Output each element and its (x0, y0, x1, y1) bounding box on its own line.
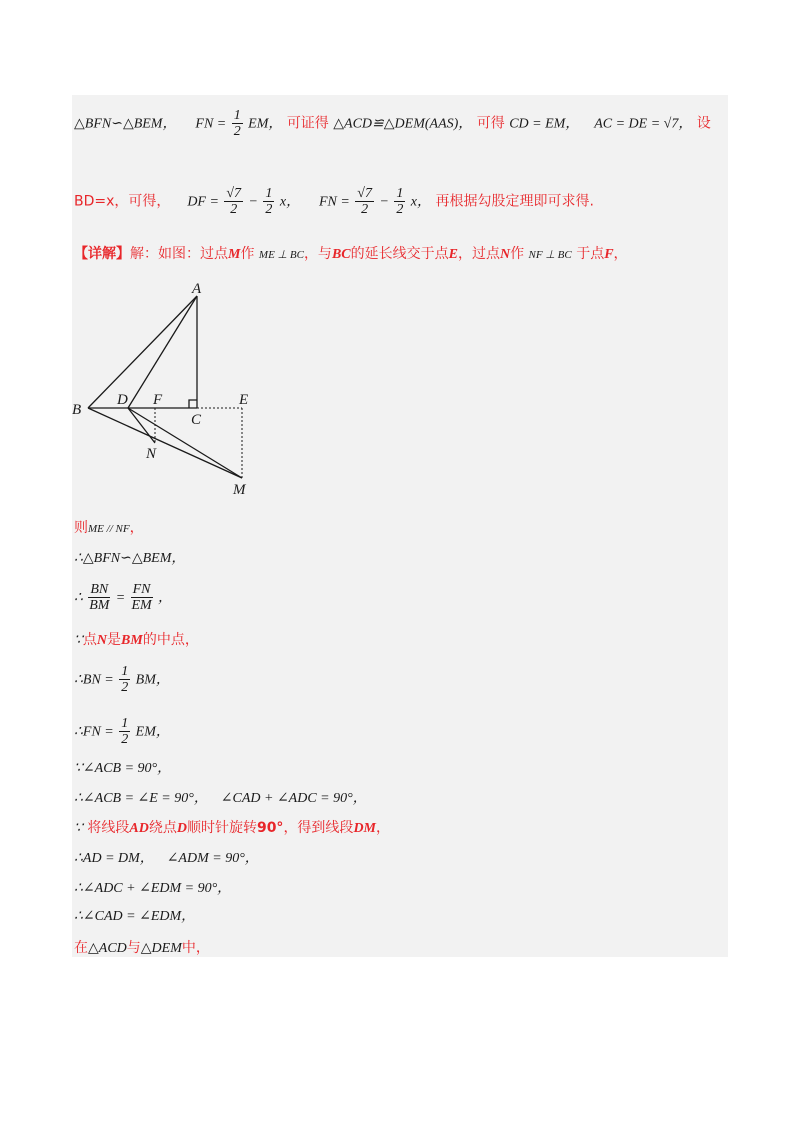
point-label-f: F (153, 392, 163, 408)
step-5: ∴BN = $\frac{1}{2}$ BM， (74, 664, 170, 695)
fraction-half: $\frac{1}{2}$ (233, 108, 241, 139)
fraction-1-over-2-b: $\frac{1}{2}$ (396, 186, 404, 217)
step-11: ∴∠ADC + ∠EDM = 90°， (74, 881, 232, 896)
fraction-sqrt7-over-2: $\frac{√7}{2}$ (226, 186, 242, 217)
point-label-e: E (239, 392, 249, 408)
point-label-c: C (191, 412, 202, 428)
segment-dn (128, 408, 155, 443)
similar-triangles-text: △BFN∽△BEM， (74, 116, 177, 132)
point-label-d: D (117, 392, 128, 408)
step-7: ∵∠ACB = 90°， (74, 761, 172, 776)
fraction-half-em: $\frac{1}{2}$ (121, 716, 129, 747)
ratio-bn-bm: $\frac{BN}{BM}$ (89, 582, 110, 613)
step-9: ∵ 将线段AD绕点D顺时针旋转90°，得到线段DM， (74, 820, 390, 836)
solution-line-1: △BFN∽△BEM， FN = $\frac{1}{2}$ EM， 可证得 △ACD≌△DEM(AAS)， 可得 CD = EM， AC = DE = √7， 设 (74, 108, 711, 139)
fraction-sqrt7-over-2-b: $\frac{√7}{2}$ (357, 186, 372, 217)
segment-dm (128, 408, 242, 478)
ratio-fn-em: $\frac{FN}{EM}$ (131, 582, 152, 613)
step-13: 在△ACD与△DEM中， (74, 940, 210, 956)
point-label-a: A (192, 281, 202, 297)
right-angle-marker (189, 400, 197, 408)
point-label-b: B (72, 402, 82, 418)
solution-line-2: BD=x，可得， DF = $\frac{√7}{2}$ − $\frac{1}{2}$ x， FN = $\frac{√7}{2}$ − $\frac{1}{2}$ x， 再根据勾股定理即可求得. (74, 186, 594, 217)
point-label-m: M (233, 482, 246, 498)
step-12: ∴∠CAD = ∠EDM， (74, 909, 196, 924)
step-1: 则ME // NF， (74, 520, 144, 536)
segment-ab (88, 296, 197, 408)
fraction-half-bm: $\frac{1}{2}$ (121, 664, 129, 695)
segment-ad (128, 296, 197, 408)
segment-bm (88, 408, 242, 478)
step-4: ∵点N是BM的中点， (74, 632, 199, 648)
geometry-figure (66, 278, 266, 498)
step-10: ∴AD = DM， ∠ADM = 90°， (74, 851, 259, 866)
step-6: ∴FN = $\frac{1}{2}$ EM， (74, 716, 170, 747)
step-2: ∴△BFN∽△BEM， (74, 551, 186, 566)
fraction-1-over-2: $\frac{1}{2}$ (265, 186, 273, 217)
congruence-text: △ACD≌△DEM(AAS)， (333, 116, 473, 132)
point-label-n: N (146, 446, 157, 462)
step-3: ∴ $\frac{BN}{BM}$ = $\frac{FN}{EM}$ ， (74, 582, 172, 613)
solution-line-3: 【详解】解：如图：过点M作 ME ⊥ BC，与BC的延长线交于点E，过点N作 NF ⊥ BC 于点F， (74, 246, 628, 262)
step-8: ∴∠ACB = ∠E = 90°， ∠CAD + ∠ADC = 90°， (74, 791, 367, 806)
detail-tag: 【详解】 (74, 246, 130, 262)
